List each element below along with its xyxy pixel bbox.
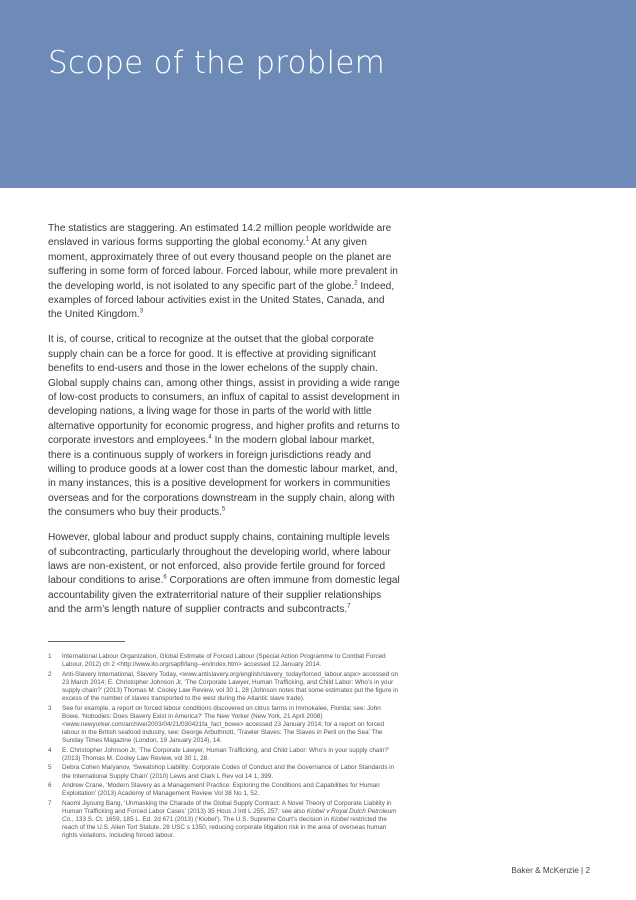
body-text: [48, 222, 400, 628]
footnote-number: 7: [48, 799, 52, 807]
footnote-text: [62, 747, 400, 763]
body-paragraph: [48, 333, 400, 520]
footnote-text: [62, 671, 400, 704]
body-paragraph: [48, 222, 400, 323]
footnotes: [48, 653, 400, 842]
footnote-number: 6: [48, 781, 52, 789]
text-run: Indeed, examples of forced labour activities exist in the United States, Canada, and the United Kingdom.: [48, 280, 395, 321]
footnote-divider: [48, 641, 125, 642]
footnote-number: 5: [48, 764, 52, 772]
footnote-text: [62, 782, 400, 798]
footnote-item: [48, 747, 400, 763]
italic-case-name: Kiobel: [330, 815, 349, 823]
header-banner: [0, 0, 636, 188]
footnote-text: [62, 800, 400, 841]
footnote-item: [48, 782, 400, 798]
footnote-number: 1: [48, 653, 52, 660]
text-run: Naomi Jiyoung Bang, ‘Unmasking the Charade of the Global Supply Contract: A Novel Theory of Corporate Liability in Human Trafficking and Forced Labor Cases’ (2013) 35 Hous J Intl L 255, 257; see also: [62, 799, 392, 815]
text-run: See for example, a report on forced labour conditions discovered on citrus farms in Immokalee, Florida; see: John Bowe, ‘Nobodies: Does Slavery Exist in America?’ The New Yorker (New York, 21 April 2008) <www.newyorker.com/archive/2003/04/21/030421fa_fact_bowe> accessed 23 January 2014; for a report on forced labour in the British seafood industry, see: George Arbuthnott, ‘Trawler Slaves: The Slaves in Peril on the Sea’ The Sunday Times Magazine (London, 19 January 2014), 14.: [62, 704, 384, 745]
footnote-text: [62, 653, 400, 669]
footnote-ref: 5: [221, 506, 226, 513]
text-run: International Labour Organization, Global Estimate of Forced Labour (Special Action Programme to Combat Forced Labour, 2012) ch 2 <http://www.ilo.org/sapfl/lang--en/index.htm> accessed 12 January 2014.: [62, 653, 386, 669]
body-paragraph: [48, 531, 400, 617]
italic-case-name: Kiobel: [198, 815, 217, 823]
footnote-ref: 3: [139, 309, 144, 316]
text-run: At any given moment, approximately three of out every thousand people on the planet are suffering in some form of forced labour. Forced labour, while more prevalent in the developing world, is not isolated to any specific part of the globe.: [48, 237, 398, 292]
footnote-number: 2: [48, 670, 52, 678]
text-run: , 133 S. Ct. 1659, 185 L. Ed. 2d 671 (2013) (‘: [71, 815, 199, 823]
text-run: ’). The U.S. Supreme Court’s decision in: [216, 815, 331, 823]
footnote-item: [48, 653, 400, 669]
footnote-item: [48, 705, 400, 746]
text-run: Anti-Slavery International, Slavery Today, <www.antislavery.org/english/slavery_today/forced_labour.aspx> accessed on 23 March 2014; E. Christopher Johnson Jr, ‘The Corporate Lawyer, Human Trafficking, and Child Labor: Who’s in your supply chain?’ (2013) Thomas M. Cooley Law Review, vol 30 1, 28 (Johnson notes that some estimates put the figure in excess of the number of slaves transported to the west during the Atlantic slave trade).: [62, 670, 399, 703]
italic-case-name: Kiobel v Royal Dutch Petroleum Co.: [62, 807, 397, 823]
footnote-number: 3: [48, 704, 52, 712]
footnote-ref: 2: [354, 280, 358, 287]
page-footer: Baker & McKenzie | 2: [511, 866, 590, 875]
footnote-text: [62, 764, 400, 780]
footnote-number: 4: [48, 746, 52, 754]
footnote-item: [48, 764, 400, 780]
text-run: However, global labour and product supply chains, containing multiple levels of subcontracting, particularly throughout the developing world, where labour laws are non-existent, or not enforced, also provide fertile ground for forced labour conditions to arise.: [48, 532, 391, 587]
text-run: restricted the reach of the U.S. Alien Tort Statute, 28 USC s 1350, reducing corporate litigation risk in the area of overseas human rights violations, including forced labour.: [62, 815, 387, 840]
text-run: It is, of course, critical to recognize at the outset that the global corporate supply chain can be a force for good. It is effective at providing significant benefits to end-users and those in the lower echelons of the supply chain. Global supply chains can, among other things, assist in providing a wide range of low-cost products to consumers, an influx of capital to assist development in developing nations, a living wage for those in parts of the world with little alternative opportunity for economic progress, and higher profits and returns to corporate investors and employees.: [48, 334, 400, 447]
text-run: E. Christopher Johnson Jr, ‘The Corporate Lawyer, Human Trafficking, and Child Labor: Who’s in your supply chain?’ (2013) Thomas M. Cooley Law Review, vol 30 1, 28.: [62, 746, 390, 762]
page-title: Scope of the problem: [48, 45, 386, 81]
footnote-text: [62, 705, 400, 746]
text-run: The statistics are staggering. An estimated 14.2 million people worldwide are enslaved in various forms supporting the global economy.: [48, 223, 392, 249]
text-run: Debra Cohen Maryanov, ‘Sweatshop Liability: Corporate Codes of Conduct and the Governance of Labor Standards in the International Supply Chain’ (2010) Lewis and Clark L Rev vol 14 1, 399.: [62, 764, 395, 780]
footnote-ref: 4: [208, 434, 212, 441]
text-run: In the modern global labour market, there is a continuous supply of workers in foreign jurisdictions ready and willing to produce goods at a lower cost than the domestic labour market, and, in many instances, this is a positive development for workers in communities overseas and for the corporations downstream in the supply chain, along with the consumers who buy their products.: [48, 435, 398, 519]
footnote-ref: 1: [305, 237, 309, 244]
footnote-item: [48, 671, 400, 704]
text-run: Andrew Crane, ‘Modern Slavery as a Management Practice: Exploring the Conditions and Capabilities for Human Exploitation’ (2013) Academy of Management Review Vol 38 No 1, 52.: [62, 781, 380, 798]
footnote-ref: 6: [163, 574, 167, 581]
footnote-item: [48, 800, 400, 841]
text-run: Corporations are often immune from domestic legal accountability given the extraterritorial nature of their supplier relationships and the arm’s length nature of supplier contracts and subcontracts.: [48, 575, 400, 616]
footnote-ref: 7: [347, 603, 351, 610]
